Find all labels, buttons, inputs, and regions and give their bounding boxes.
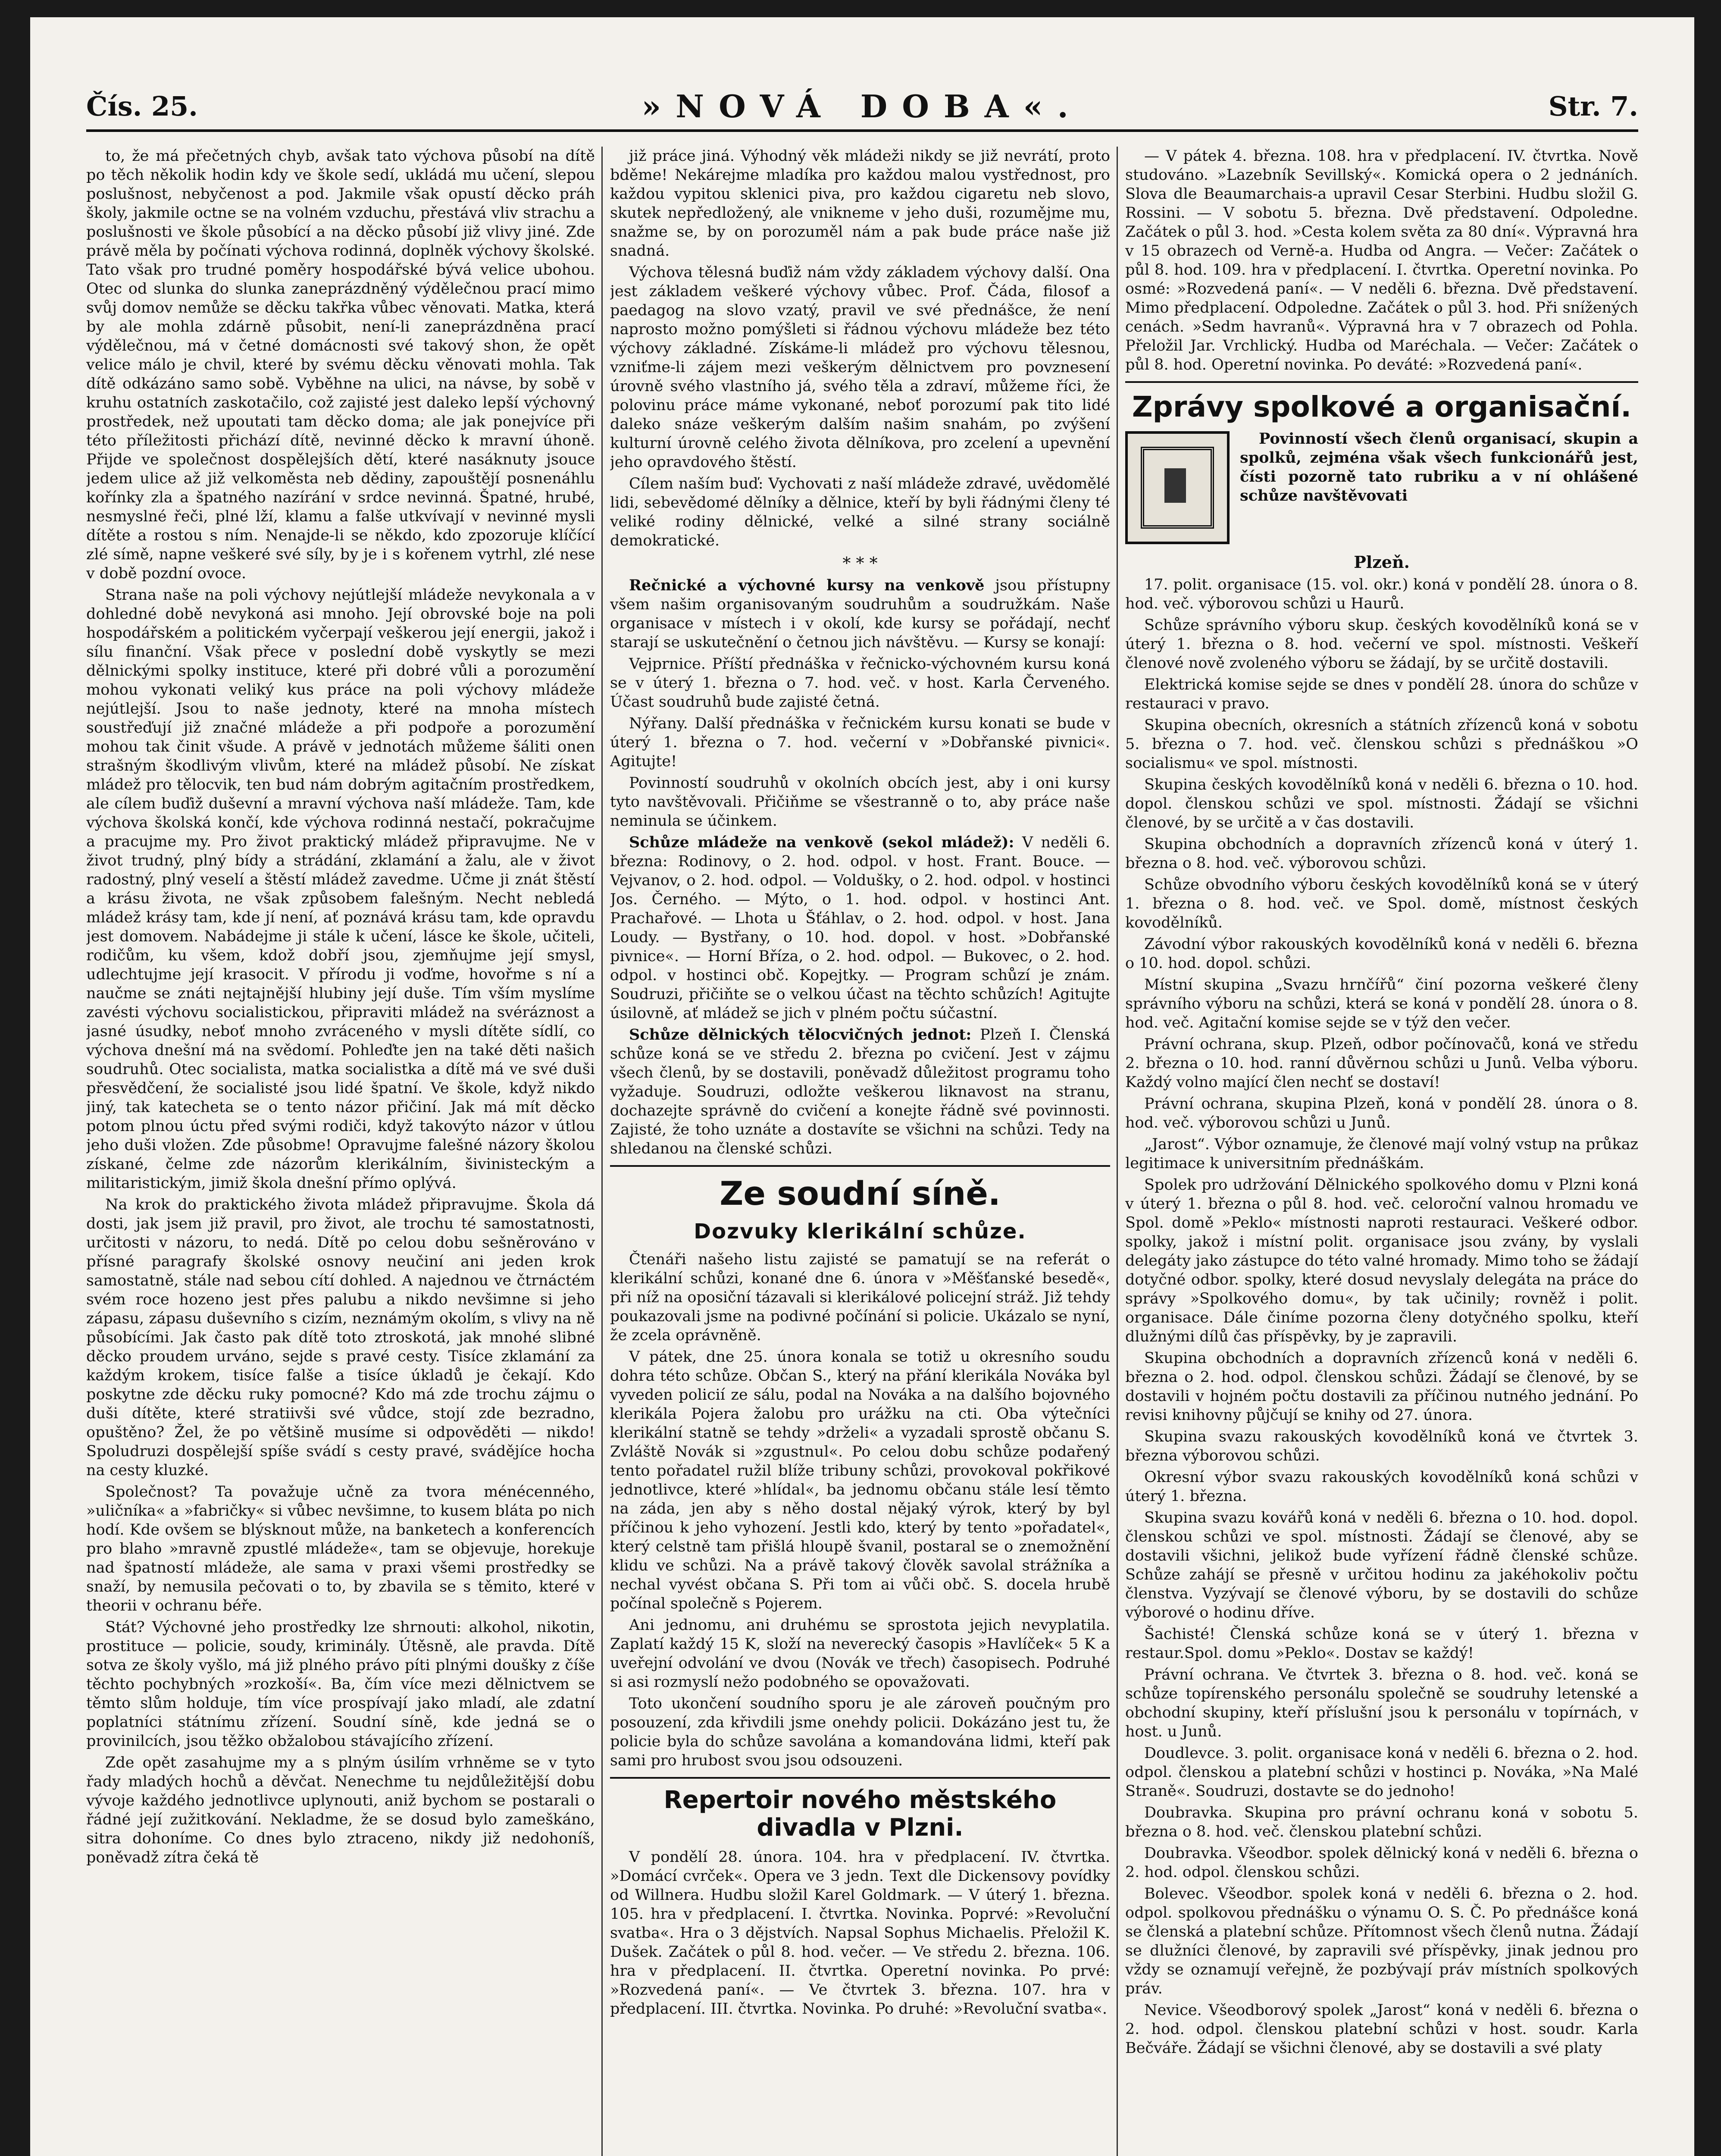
club-news-notice <box>1125 429 1638 548</box>
article-paragraph: Zde opět zasahujme my a s plným úsilím vrhněme se v tyto řady mladých hochů a děvčat. Nenechme tu nejdůležitější dobu vývoje každého jednotlivce uplynouti, aniž bychom se postarali o řádné její zužitkování. Nekladme, že se dosud bylo zameškáno, sitra dohoníme. Co dnes bylo ztraceno, nikdy již nedohoníš, poněvadž zítra čeká tě <box>86 1754 595 1866</box>
article-paragraph: Na krok do praktického života mládež připravujme. Škola dá dosti, jak jsem již pravil, pro život, ale trochu té samostatnosti, určitosti v názoru, to nedá. Dítě po celou dobu sešněrováno v přísné paragrafy školské osnovy neučiní ani jeden krok samostatně, stále nad sebou cítí dohled. A najednou ve čtrnáctém svém roce hozeno jest přes palubu a nikdo nevšimne si jeho zápasu, zápasu duševního s cizím, neznámým okolím, s vlivy na ně působícími. Jak často pak dítě toto ztroskotá, jak mnohé slibné děcko proudem urváno, sejde s pravé cesty. Tisíce zklamání za každým krokem, tisíce falše a tisíce úkladů je čekají. Kdo poskytne zde děcku ruky pomocné? Kdo má zde trochu zájmu o duši dítěte, které stratiivši své vůdce, stojí zde bezradno, opuštěno? Žel, že po většině musíme si odpověděti — nikdo! Spoludruzi dospělejší spíše svádí s cesty pravé, svádějíce hocha na cesty kluzké. <box>86 1196 595 1479</box>
notice-item: Skupina svazu rakouských kovodělníků koná ve čtvrtek 3. března výborovou schůzi. <box>1125 1428 1638 1464</box>
article-paragraph: Strana naše na poli výchovy nejútlejší mládeže nevykonala a v dohledné době nevykoná asi mnoho. Její obrovské boje na poli hospodářském a politickém vyčerpají veškerou její energii, jakož i sílu finanční. Však přece v poslední době vyskytly se mezi dělnickými spolky instituce, které při dobré vůli a porozumění mohou vykonati veliký kus práce na poli výchovy mládeže nejútlejší. Jsou to naše jednoty, které na mnoha místech soustřeďují již značné mládeže a při podpoře a porozumění mohou tak činit všude. A právě v jednotách můžeme šáliti onen strašným škodlivým vlivům, které na mládež působí. Ne získat mládež pro tělocvik, ten bud nám dobrým agitačním prostředkem, ale cílem buďiž duševní a mravní výchova naší mládeže. Tam, kde výchova školská končí, kde výchova rodinná nestačí, pokračujme a pracujme my. Pro život praktický mládež připravujme. Ne v život trudný, plný bídy a strádání, zklamání a žalu, ale v život radostný, plný veselí a štěstí mládež zavedme. Učme ji znát štěstí a krásu života, ne však způsobem falešným. Necht nebledá mládež krásy tam, kde jí není, ať poznává krásu tam, kde opravdu jest domovem. Nabádejme ji stále k učení, lásce ke škole, učiteli, rodičům, ku všem, kdož dobří jsou, zjemňujme její smysl, udlechtujme její krasocit. V přírodu ji voďme, hovořme s ní a naučme se znáti nejtajnější hlubiny její duše. Tím vším myslíme zavésti výchovu socialistickou, připraviti mládež na svéráznost a jasné úsudky, neboť mnoho zvráceného v mysli dítěte sídlí, co výchova dnešní má na svědomí. Pohleďte jen na také děti našich soudruhů. Otec socialista, matka socialistka a dítě má ve své duši přesvědčení, že socialisté jsou lidé špatní. Ve škole, když nikdo jiný, tak katecheta se o tento názor přičiní. Jak má mít děcko potom plnou úctu před svými rodiči, když takovýto názor v útlou jeho duši vložen. Zde působme! Opravujme falešné názory školou získané, čelme zde názorům klerikálním, šivinisteckým a militaristickým, jimiž škola dnešní přímo oplývá. <box>86 586 595 1192</box>
notice-item: Místní skupina „Svazu hrnčířů“ činí pozorna veškeré členy správního výboru na schůzi, která se koná v pondělí 28. února o 8. hod. več. Agitační komise sejde se v týž den večer. <box>1125 976 1638 1031</box>
article-paragraph: Čtenáři našeho listu zajisté se pamatují se na referát o klerikální schůzi, konané dne 6. února v »Měšťanské besedě«, při níž na oposiční tázavali si klerikálové policejní stráž. Již tehdy poukazovali jsme na podivné počínání si policie. Ukázalo se nyní, že zcela oprávněně. <box>610 1250 1110 1344</box>
emblem-icon <box>1125 431 1230 544</box>
notice-item: Skupina svazu kovářů koná v neděli 6. března o 10. hod. dopol. členskou schůzi ve spol. místnosti. Žádají se členové, aby se dostavili všichni, jelikož bude vyřízení řádně členské schůze. Schůze zahájí se přesně v určitou hodinu za jakéhokoliv počtu členstva. Vyzývají se členové výboru, by se dostavili do schůze výborové o hodinu dříve. <box>1125 1509 1638 1621</box>
article-paragraph: již práce jiná. Výhodný věk mládeži nikdy se již nevrátí, proto bděme! Nekárejme mladíka pro každou malou vystřednost, pro každou vypitou sklenici piva, pro každou cigaretu neb slovo, skutek nepředložený, ale vnikneme v jeho duši, rozumějme mu, snažme se, by on porozuměl nám a pak bude práce naše již snadná. <box>610 147 1110 260</box>
notice-item: Skupina obchodních a dopravních zřízenců koná v neděli 6. března o 2. hod. odpol. členskou schůzi. Žádají se členové, by se dostavili v hojném počtu dostavili za příčinou nutného jednání. Po revisi knihovny půjčují se knihy od 27. února. <box>1125 1349 1638 1424</box>
club-news-heading: Zprávy spolkové a organisační. <box>1132 390 1632 423</box>
notice-item: „Jarost“. Výbor oznamuje, že členové mají volný vstup na průkaz legitimace k universitním přednáškám. <box>1125 1135 1638 1172</box>
theatre-repertoire-heading: Repertoir nového městského divadla v Plzni. <box>663 1786 1057 1842</box>
court-article-title: Dozvuky klerikální schůze. <box>694 1219 1026 1244</box>
notice-item: Skupina českých kovodělníků koná v neděli 6. března o 10. hod. dopol. členskou schůzi ve spol. místnosti. Žádají se všichni členové, by se určitě a v čas dostavili. <box>1125 776 1638 831</box>
section-rule <box>1125 381 1638 383</box>
notice-item: Nevice. Všeodborový spolek „Jarost“ koná v neděli 6. března o 2. hod. odpol. členskou platební schůzi v host. soudr. Karla Bečváře. Žádají se všichni členové, aby se dostavili a své platy <box>1125 2001 1638 2057</box>
city-heading: Plzeň. <box>1354 552 1410 572</box>
gymnastics-meetings <box>610 1025 1110 1158</box>
notice-item: Skupina obecních, okresních a státních zřízenců koná v sobotu 5. března o 7. hod. več. členskou schůzi s přednáškou »O socialismu« ve spol. místnosti. <box>1125 716 1638 772</box>
notice-item: Závodní výbor rakouských kovodělníků koná v neděli 6. března o 10. hod. dopol. schůzi. <box>1125 935 1638 972</box>
article-paragraph: Toto ukončení soudního sporu je ale zároveň poučným pro posouzení, zda křivdili jsme onehdy policii. Dokázáno jest tu, že policie byla do schůze savolána a komandována lidmi, kteří pak sami pro hrubost svou jsou odsouzeni. <box>610 1695 1110 1769</box>
article-paragraph: V pátek, dne 25. února konala se totiž u okresního soudu dohra této schůze. Občan S., který na přání klerikála Nováka byl vyveden policií ze sálu, podal na Nováka a na dalšího bojovného klerikála Pojera žalobu pro urážku na cti. Oba výtečníci klerikální statně se tehdy »drželi« a vyzadali sprostě občanu S. Zvláště Novák si »zgustnul«. Po celou dobu schůze podařený tento pořadatel ružil blíže tribuny schůzi, provokoval pokřikové jednotlivce, které »hlídal«, ba jednomu občanu stále lesí těmto na záda, jen aby s něho dostal nějaký výrok, který by byl příčinou k jeho vyhození. Jestli kdo, který by tento »pořadatel«, který celstně tam přišlá hloupě švanil, postaral se o znemožnění klidu ve schůzi. Na a právě takový člověk savolal strážníka a nechal vyvést občana S. Při tom ai vůči obč. S. docela hrubě počínal společně s Pojerem. <box>610 1348 1110 1612</box>
youth-meetings-title: Schůze mládeže na venkově (sekol mládež): <box>629 834 1014 851</box>
notice-item: Schůze obvodního výboru českých kovodělníků koná se v úterý 1. března o 8. hod. več. ve Spol. domě, místnost českých kovodělníků. <box>1125 876 1638 931</box>
article-paragraph: Společnost? Ta považuje učně za tvora ménécenného, »uličníka« a »fabričky« si vůbec nevšimne, to kusem bláta po nich hodí. Kde ovšem se blýsknout může, na banketech a konferencích pro blaho »mravně zpustlé mládeže«, tam se objevuje, horekuje nad špatností mládeže, ale sama v praxi všemi prostředky se snaží, by nemusila pečovati o to, by zbavila se s těmito, které v theorii v ochranu béře. <box>86 1483 595 1614</box>
notice-item: Okresní výbor svazu rakouských kovodělníků koná schůzi v úterý 1. března. <box>1125 1468 1638 1505</box>
section-rule <box>610 1165 1110 1167</box>
column-divider <box>601 147 603 2156</box>
courses-notice <box>610 576 1110 652</box>
notice-item: 17. polit. organisace (15. vol. okr.) koná v pondělí 28. února o 8. hod. več. výborovou schůzi u Haurů. <box>1125 576 1638 612</box>
notice-item: Spolek pro udržování Dělnického spolkového domu v Plzni koná v úterý 1. března o půl 8. hod. več. celoroční valnou hromadu ve Spol. domě »Peklo« místnosti naproti restauraci. Veškeré odbor. spolky, jakož i místní polit. organisace jsou zvány, by vyslali delegáty jako zástupce do této valné hromady. Mimo toho se žádají dotyčné odbor. spolky, které dosud nevyslaly delegáta na práce do správy »Spolkového domu«, by tak učinily; rovněž i polit. organisace. Dále činíme pozorna členy dotyčného spolku, kteří dlužnými dílů čas příspěvky, by je zapravili. <box>1125 1176 1638 1345</box>
course-item: Nýřany. Další přednáška v řečnickém kursu konati se bude v úterý 1. března o 7. hod. večerní v »Dobřanské pivnici«. Agitujte! <box>610 715 1110 770</box>
youth-meetings-text: V neděli 6. března: Rodinovy, o 2. hod. odpol. v host. Frant. Bouce. — Vejvanov, o 2. hod. odpol. — Voldušky, o 2. hod. odpol. v hostinci Jos. Černého. — Mýto, o 1. hod. odpol. v hostinci Ant. Prachařové. — Lhota u Šťáhlav, o 2. hod. odpol. v host. Jana Loudy. — Bystřany, o 10. hod. dopol. v host. »Dobřanské pivnice«. — Horní Bříza, o 2. hod. odpol. — Bukovec, o 2. hod. odpol. v hostinci obč. Kopejtky. — Program schůzí je znám. Soudruzi, přičiňte se o velkou účast na těchto schůzích! Agitujte úsilovně, ať mládež se jich v plném počtu súčastní. <box>610 834 1110 1022</box>
column-right <box>1125 147 1638 2156</box>
notice-item: Právní ochrana, skupina Plzeň, koná v pondělí 28. února o 8. hod. več. výborovou schůzi u Junů. <box>1125 1095 1638 1131</box>
gymnastics-title: Schůze dělnických tělocvičných jednot: <box>629 1026 972 1044</box>
article-paragraph: Stát? Výchovné jeho prostředky lze shrnouti: alkohol, nikotin, prostituce — policie, soudy, kriminály. Útěsně, ale pravda. Dítě sotva ze školy vyšlo, má již plného právo píti plnými doušky z číše těchto pochybných »rozkoší«. Ba, čím více mezi dělnictvem se těmto slům holduje, tím více prospívají jako mladí, ale zdatní poplatníci státnímu zřízení. Soudní síně, kde jedná se o provinilcích, jsou těžko obžalobou stávajícího zřízení. <box>86 1619 595 1750</box>
section-separator: * * * <box>842 554 878 573</box>
section-rule <box>610 1777 1110 1779</box>
issue-number: Čís. 25. <box>86 91 198 122</box>
club-news-notice-text: Povinností všech členů organisací, skupin a spolků, zejména však všech funkcionářů jest, čísti pozorně tato rubriku a v ní ohlášené schůze navštěvovati <box>1240 429 1638 505</box>
notice-item: Bolevec. Všeodbor. spolek koná v neděli 6. března o 2. hod. odpol. spolkovou přednášku o výnamu O. S. Č. Po přednášce koná se členská a platební schůze. Přítomnost všech členů nutna. Žádají se dlužníci členové, by zapravili své příspěvky, jinak jednou pro vždy se oznamují veřejně, že pozbývají práv místních spolkových práv. <box>1125 1885 1638 1997</box>
article-paragraph: to, že má přečetných chyb, avšak tato výchova působí na dítě po těch několik hodin kdy ve škole sedí, ukládá mu učení, slepou poslušnost, nebyčenost a pod. Jakmile však opustí děcko práh školy, jakmile octne se na volném vzduchu, přestává vliv strachu a poslušnosti ve škole působící a na děcko působí již vlivy jiné. Zde právě měla by počínati výchova rodinná, doplněk výchovy školské. Tato však pro trudné poměry hospodářské bývá velice ubohou. Otec od slunka do slunka zaneprázdněný výdělečnou prací mimo svůj domov nemůže se děcku takřka vůbec věnovati. Matka, která by ale mohla zdárně působit, není-li zaneprázdněna prací výdělečnou, má v četné domácnosti své takový shon, že opět velice málo je chvil, které by svému děcku věnovati mohla. Tak dítě odkázáno samo sobě. Vyběhne na ulici, na návse, by sobě v kruhu ostatních zaskotačilo, což zajisté jest daleko lepší výchovný prostředek, než upoutati tam děcko doma; ale jak ponejvíce při této příležitosti přichází dítě, nevinné děcko k mravní úhoně. Přijde ve společnost dospělejších dětí, které nasáknuty jsouce jedem ulice až již velkoměsta neb dědiny, zapouštějí posnenáhlu kořínky zla a špatného nazírání v srdce nevinná. Špatné, hrubé, nesmyslné řeči, plné lží, klamu a falše utkvívají v nevinné mysli dítěte a rostou s ním. Nenajde-li se někdo, kdo zpozoruje klíčící zlé símě, napne veškeré své síly, by je i s kořenem vytrhl, zlé nese v době pozdní ovoce. <box>86 147 595 582</box>
notice-item: Doudlevce. 3. polit. organisace koná v neděli 6. března o 2. hod. odpol. členskou a platební schůzi v hostinci p. Nováka, »Na Malé Straně«. Soudruzi, dostavte se do jednoho! <box>1125 1744 1638 1800</box>
notice-item: Elektrická komise sejde se dnes v pondělí 28. února do schůze v restauraci v pravo. <box>1125 676 1638 712</box>
notice-item: Právní ochrana. Ve čtvrtek 3. března o 8. hod. več. koná se schůze topírenského personálu společně se soudruhy letenské a obchodní skupiny, kteří příslušní jsou k personálu v topírnách, v host. u Junů. <box>1125 1666 1638 1740</box>
column-middle <box>610 147 1110 2156</box>
theatre-repertoire-text: V pondělí 28. února. 104. hra v předplacení. IV. čtvrtka. »Domácí cvrček«. Opera ve 3 jedn. Text dle Dickensovy povídky od Willnera. Hudbu složil Karel Goldmark. — V úterý 1. března. 105. hra v předplacení. I. čtvrtka. Novinka. Poprvé: »Revoluční svatba«. Hra o 3 dějstvích. Napsal Sophus Michaelis. Přeložil K. Dušek. Začátek o půl 8. hod. večer. — Ve středu 2. března. 106. hra v předplacení. II. čtvrtka. Operetní novinka. Po prvé: »Rozvedená paní«. — Ve čtvrtek 3. března. 107. hra v předplacení. III. čtvrtka. Novinka. Po druhé: »Revoluční svatba«. <box>610 1849 1110 2018</box>
court-section-heading: Ze soudní síně. <box>720 1174 1001 1213</box>
notice-item: Právní ochrana, skup. Plzeň, odbor počínovačů, koná ve středu 2. března o 10. hod. ranní důvěrnou schůzi u Junů. Velba výboru. Každý volno mající člen nechť se dostaví! <box>1125 1035 1638 1091</box>
page-header <box>86 82 1638 132</box>
theatre-repertoire-continued: — V pátek 4. března. 108. hra v předplacení. IV. čtvrtka. Nově studováno. »Lazebník Sevillský«. Komická opera o 2 jednáních. Slova dle Beaumarchais-a upravil Cesar Sterbini. Hudbu složil G. Rossini. — V sobotu 5. března. Dvě představení. Odpoledne. Začátek o půl 3. hod. »Cesta kolem světa za 80 dní«. Výpravná hra v 15 obrazech od Verně-a. Hudba od Angra. — Večer: Začátek o půl 8. hod. 109. hra v předplacení. I. čtvrtka. Operetní novinka. Po osmé: »Rozvedená paní«. — V neděli 6. března. Dvě představení. Mimo předplacení. Odpoledne. Začátek o půl 3. hod. Při snížených cenách. »Sedm havranů«. Výpravná hra v 7 obrazech od Pohla. Přeložil Jar. Vrchlický. Hudba od Maréchala. — Večer: Začátek o půl 8. hod. Operetní novinka. Po deváté: »Rozvedená paní«. <box>1125 147 1638 373</box>
column-left <box>86 147 595 2156</box>
column-divider <box>1117 147 1118 2156</box>
gymnastics-text: Plzeň I. Členská schůze koná se ve středu 2. března po cvičení. Jest v zájmu všech členů, by se dostavili, poněvadž důležitost programu toho vyžaduje. Soudruzi, odložte veškerou liknavost na stranu, dochazejte správně do cvičení a konejte řádně své povinnosti. Zajisté, že toho uznáte a dostavíte se všichni na schůzi. Tedy na shledanou na členské schůzi. <box>610 1026 1110 1157</box>
notice-item: Doubravka. Skupina pro právní ochranu koná v sobotu 5. března o 8. hod. več. členskou platební schůzi. <box>1125 1804 1638 1840</box>
notice-item: Schůze správního výboru skup. českých kovodělníků koná se v úterý 1. března o 8. hod. večerní ve spol. místnosti. Veškeří členové nově zvoleného výboru se žádají, by se určitě dostavili. <box>1125 616 1638 672</box>
newspaper-page <box>30 17 1694 2156</box>
courses-text: jsou přístupny všem našim organisovaným soudruhům a soudružkám. Naše organisace v místech i v okolí, kde kursy se pořádají, nechť starají se uskutečnění o četnou jich návštěvu. — Kursy se konají: <box>610 577 1110 651</box>
notice-item: Šachisté! Členská schůze koná se v úterý 1. března v restaur.Spol. domu »Peklo«. Dostav se každý! <box>1125 1625 1638 1662</box>
courses-title: Rečnické a výchovné kursy na venkově <box>629 577 985 594</box>
article-paragraph: Cílem naším buď: Vychovati z naší mládeže zdravé, uvědomělé lidi, sebevědomé dělníky a dělnice, kteří by byli řádnými členy té veliké rodiny dělnické, velké a silné strany sociálně demokratické. <box>610 475 1110 549</box>
page-number: Str. 7. <box>1548 91 1638 122</box>
youth-meetings <box>610 833 1110 1023</box>
course-item: Vejprnice. Příští přednáška v řečnicko-výchovném kursu koná se v úterý 1. března o 7. hod. več. v host. Karla Červeného. Účast soudruhů bude zajisté četná. <box>610 655 1110 711</box>
course-item: Povinností soudruhů v okolních obcích jest, aby i oni kursy tyto navštěvovali. Přičiňme se všestranně o to, aby práce naše neminula se účinkem. <box>610 774 1110 830</box>
article-paragraph: Ani jednomu, ani druhému se sprostota jejich nevyplatila. Zaplatí každý 15 K, složí na neverecký časopis »Havlíček« 5 K a uveřejní odvolání ve dvou (Novák ve třech) časopisech. Podruhé si asi rozmyslí nežo podobného se opovažovati. <box>610 1616 1110 1691</box>
notice-item: Skupina obchodních a dopravních zřízenců koná v úterý 1. března o 8. hod. več. výborovou schůzi. <box>1125 835 1638 872</box>
notice-item: Doubravka. Všeodbor. spolek dělnický koná v neděli 6. března o 2. hod. odpol. členskou schůzi. <box>1125 1844 1638 1881</box>
masthead-title: »NOVÁ DOBA«. <box>641 88 1083 125</box>
article-paragraph: Výchova tělesná buďiž nám vždy základem výchovy další. Ona jest základem veškeré výchovy vůbec. Prof. Čáda, filosof a paedagog na slovo vzatý, pravil ve své přednášce, že není naprosto možno pomýšleti si řádnou výchovu mládeže bez této výchovy základné. Získáme-li mládež pro výchovu tělesnou, vzniťme-li zájem mezi veškerým dělnictvem pro povznesení úrovně svého vlastního já, svého těla a zdraví, můžeme říci, že polovinu práce máme vykonané, neboť porozumí pak tito lidé daleko snáze veškerým dalším našim snahám, po zvýšení kulturní úrovně celého života dělníkova, pro zcelení a upevnění jeho opravdového štěstí. <box>610 264 1110 471</box>
